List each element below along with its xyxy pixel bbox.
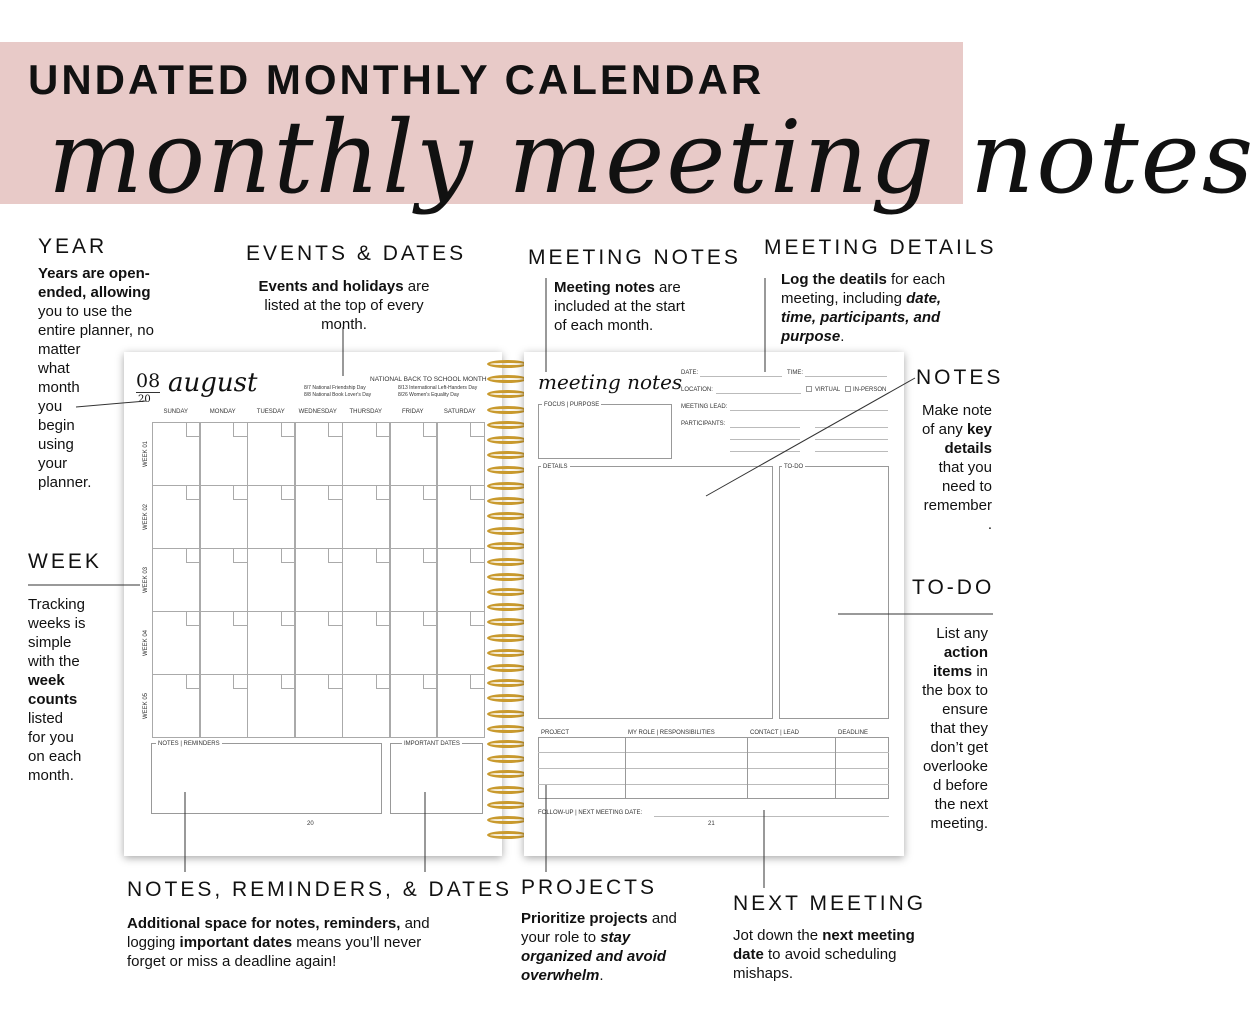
day-header: SATURDAY	[443, 409, 476, 415]
virtual-label: VIRTUAL	[815, 387, 841, 393]
event-1: 8/7 National Friendship Day	[304, 385, 366, 391]
year-label: YEAR	[38, 235, 108, 258]
day-header: MONDAY	[209, 409, 236, 415]
week-count-label: WEEK 01	[143, 440, 149, 467]
projects-description: Prioritize projects and your role to stay organized and avoid overwhelm.	[521, 910, 677, 984]
followup-label: FOLLOW-UP | NEXT MEETING DATE:	[538, 810, 643, 816]
location-field-label: LOCATION:	[681, 387, 713, 393]
next-meeting-label: NEXT MEETING	[733, 892, 927, 915]
next-meeting-description: Jot down the next meeting date to avoid scheduling mishaps.	[733, 927, 915, 982]
day-header: FRIDAY	[401, 409, 424, 415]
month-script: august	[168, 368, 258, 398]
script-title: monthly meeting notes	[48, 99, 1255, 216]
in-person-label: IN-PERSON	[853, 387, 887, 393]
day-header: WEDNESDAY	[298, 409, 337, 415]
details-label: DETAILS	[543, 464, 568, 470]
project-col-deadline: DEADLINE	[838, 730, 869, 736]
notes-reminders-description: Additional space for notes, reminders, and logging important dates means you’ll never forget or miss a deadline again!	[127, 915, 430, 970]
week-count-label: WEEK 05	[143, 692, 149, 719]
notes-reminders-callout-label: NOTES, REMINDERS, & DATES	[127, 878, 512, 901]
projects-label: PROJECTS	[521, 876, 658, 899]
meeting-details-description: Log the deatils for each meeting, including date, time, participants, and purpose.	[781, 271, 946, 345]
year-description: Years are open- ended, allowing you to use the entire planner, no matter what month you begin using your planner.	[38, 265, 154, 491]
month-header: NATIONAL BACK TO SCHOOL MONTH	[370, 376, 487, 383]
meeting-lead-label: MEETING LEAD:	[681, 404, 728, 410]
year-prefix: 20	[138, 394, 151, 405]
event-3: 8/13 International Left-Handers Day	[398, 385, 478, 391]
todo-description: List any action items in the box to ensure that they don’t get overlooke d before the next meeting.	[922, 625, 988, 832]
banner-title: UNDATED MONTHLY CALENDAR	[28, 56, 765, 103]
events-description: Events and holidays are listed at the top of every month.	[258, 278, 430, 333]
notes-reminders-label: NOTES | REMINDERS	[158, 741, 220, 747]
event-4: 8/26 Women's Equality Day	[398, 392, 460, 398]
todo-callout-label: TO-DO	[912, 576, 995, 599]
right-page-number: 21	[708, 821, 715, 827]
week-count-label: WEEK 03	[143, 566, 149, 593]
meeting-notes-script: meeting notes	[538, 370, 683, 394]
month-number: 08	[136, 370, 161, 392]
meeting-notes-label: MEETING NOTES	[528, 246, 741, 269]
project-col-role: MY ROLE | RESPONSIBILITIES	[628, 730, 715, 736]
todo-label: TO-DO	[784, 464, 804, 470]
important-dates-label: IMPORTANT DATES	[404, 741, 460, 747]
meeting-details-label: MEETING DETAILS	[764, 236, 997, 259]
meeting-notes-description: Meeting notes are included at the start of each month.	[554, 279, 685, 334]
notes-label: NOTES	[916, 366, 1004, 389]
notes-description: Make note of any key details that you need to remember .	[921, 402, 992, 533]
day-header: TUESDAY	[256, 409, 285, 415]
project-col-contact: CONTACT | LEAD	[750, 730, 800, 736]
day-header: THURSDAY	[349, 409, 383, 415]
day-header: SUNDAY	[163, 409, 189, 415]
focus-purpose-label: FOCUS | PURPOSE	[544, 402, 600, 408]
participants-label: PARTICIPANTS:	[681, 421, 726, 427]
time-field-label: TIME:	[787, 370, 803, 376]
project-col-project: PROJECT	[541, 730, 570, 736]
week-label: WEEK	[28, 550, 102, 573]
event-2: 8/8 National Book Lover's Day	[304, 392, 372, 398]
date-field-label: DATE:	[681, 370, 699, 376]
left-page-number: 20	[307, 821, 314, 827]
week-description: Tracking weeks is simple with the week counts listed for you on each month.	[28, 596, 86, 784]
events-label: EVENTS & DATES	[246, 242, 467, 265]
week-count-label: WEEK 04	[143, 629, 149, 656]
week-count-label: WEEK 02	[143, 503, 149, 530]
